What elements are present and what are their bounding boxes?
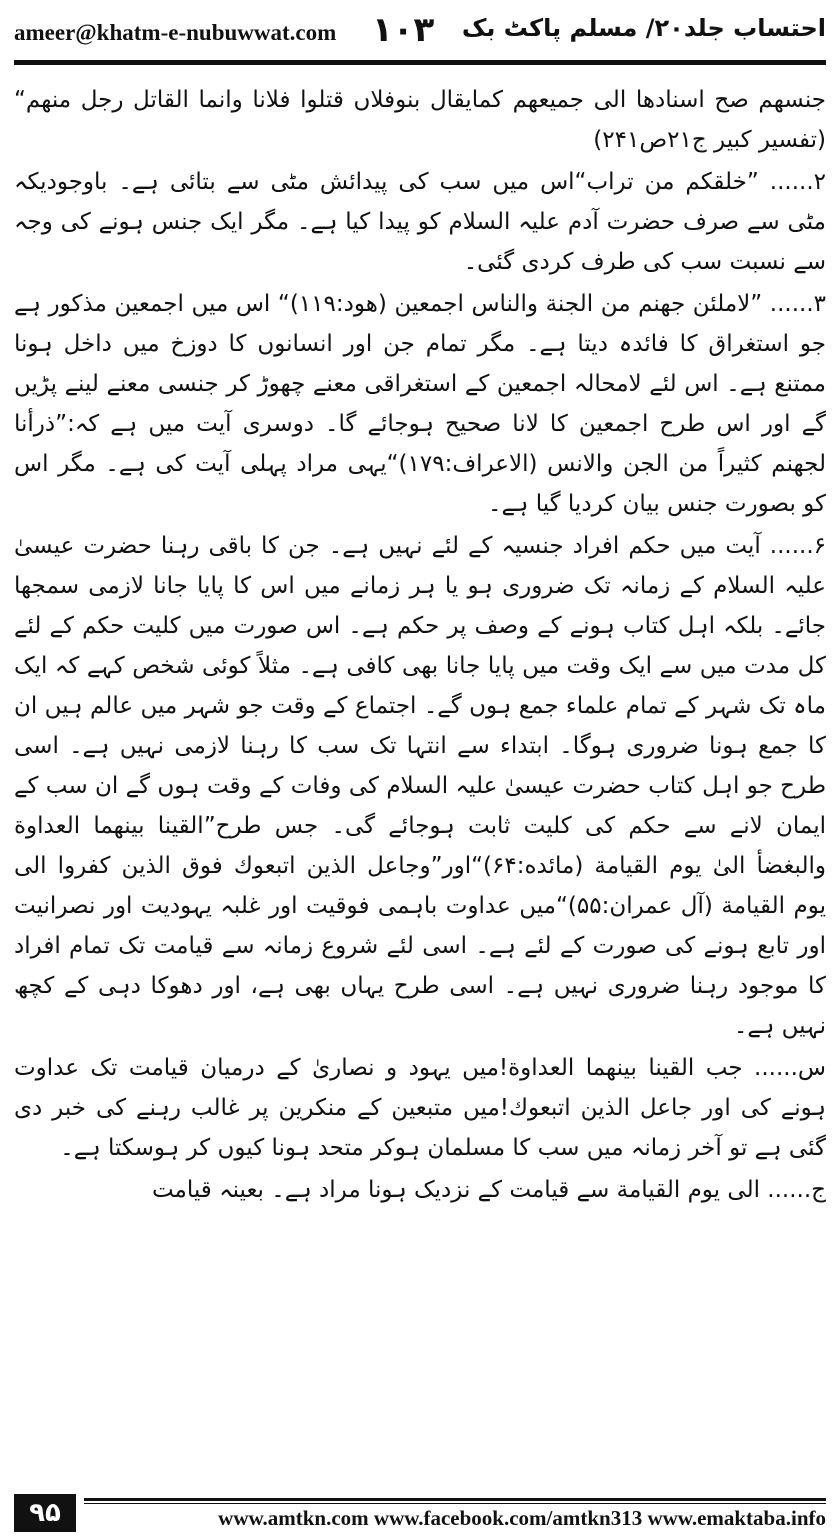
header-divider — [14, 60, 826, 65]
paragraph-point-3: ۳...... ”لاملئن جهنم من الجنة والناس اجمعین (هود:۱۱۹)“ اس میں اجمعین مذکور ہے جو استغراق کا فائدہ دیتا ہے۔ مگر تمام جن اور انسانوں کا دوزخ میں داخل ہونا ممتنع ہے۔ اس لئے لامحالہ اجمعین کے استغراقی معنے چھوڑ کر جنسی معنے لینے پڑیں گے اور اس طرح اجمعین کا لانا صحیح ہوجائے گا۔ دوسری آیت میں ہے کہ:”ذرأنا لجهنم کثیراً من الجن والانس (الاعراف:۱۷۹)“یہی مراد پہلی آیت کی ہے۔ مگر اس کو بصورت جنس بیان کردیا گیا ہے۔ — [14, 291, 826, 517]
header-page-number: ۱۰۳ — [372, 10, 435, 50]
page-footer — [0, 1490, 840, 1540]
paragraph-point-6: ۶...... آیت میں حکم افراد جنسیہ کے لئے نہیں ہے۔ جن کا باقی رہنا حضرت عیسیٰ علیہ السلام کے زمانہ تک ضروری ہو یا ہر زمانے میں اس کا پایا جانا لازمی سمجھا جائے۔ بلکہ اہل کتاب ہونے کے وصف پر حکم ہے۔ اس صورت میں کلیت حکم کے لئے کل مدت میں سے ایک وقت میں پایا جانا بھی کافی ہے۔ مثلاً کوئی شخص کہے کہ ایک ماہ تک شہر کے تمام علماء جمع ہوں گے۔ اجتماع کے وقت جو شہر میں عالم ہیں ان کا جمع ہونا ضروری ہوگا۔ ابتداء سے انتہا تک سب کا رہنا لازمی نہیں ہے۔ اسی طرح جو اہل کتاب حضرت عیسیٰ علیہ السلام کی وفات کے وقت ہوں گے ان سب کے ایمان لانے سے حکم کی کلیت ثابت ہوجائے گی۔ جس طرح”القینا بینهما العداوة والبغضأ الیٰ یوم القیامة (مائده:۶۴)“اور”وجاعل الذین اتبعوك فوق الذین کفروا الی یوم القیامة (آل عمران:۵۵)“میں عداوت باہمی فوقیت اور غلبہ یہودیت اور نصرانیت اور تابع ہونے کی صورت کے لئے ہے۔ اسی لئے شروع زمانہ سے قیامت تک تمام افراد کا موجود رہنا ضروری نہیں ہے۔ اسی طرح یہاں بھی ہے، اور دھوکا دہی کے کچھ نہیں ہے۔ — [14, 533, 826, 1039]
paragraph-point-2: ۲...... ”خلقکم من تراب“اس میں سب کی پیدائش مٹی سے بتائی ہے۔ باوجودیکہ مٹی سے صرف حضرت آدم علیہ السلام کو پیدا کیا ہے۔ مگر ایک جنس ہونے کی وجہ سے نسبت سب کی طرف کردی گئی۔ — [14, 169, 826, 275]
footer-links: www.amtkn.com www.facebook.com/amtkn313 www.emaktaba.info — [218, 1506, 826, 1530]
header-book-title: احتساب جلد۲۰/ مسلم پاکٹ بک — [461, 14, 826, 42]
footer-divider — [84, 1498, 826, 1501]
paragraph-tafsir-quote: جنسهم صح اسنادها الی جمیعهم کمایقال بنوفلاں قتلوا فلانا وانما القاتل رجل منهم“ (تفسیر کبیر ج۲۱ص۲۴۱) — [14, 87, 826, 153]
paragraph-answer: ج...... الی یوم القیامة سے قیامت کے نزدیک ہونا مراد ہے۔ بعینہ قیامت — [151, 1177, 826, 1203]
paragraph-question: س...... جب القینا بینهما العداوة!میں یہود و نصاریٰ کے درمیان قیامت تک عداوت ہونے کی اور جاعل الذین اتبعوك!میں متبعین کے منکرین پر غالب رہنے کی خبر دی گئی ہے تو آخر زمانہ میں سب کا مسلمان ہوکر متحد ہونا کیوں کر ہوسکتا ہے۔ — [14, 1055, 826, 1161]
page-header — [0, 0, 840, 66]
footer-divider-thin — [84, 1503, 826, 1504]
footer-page-number: ۹۵ — [14, 1494, 76, 1532]
page-body — [14, 80, 826, 1425]
header-email: ameer@khatm-e-nubuwwat.com — [14, 20, 337, 45]
